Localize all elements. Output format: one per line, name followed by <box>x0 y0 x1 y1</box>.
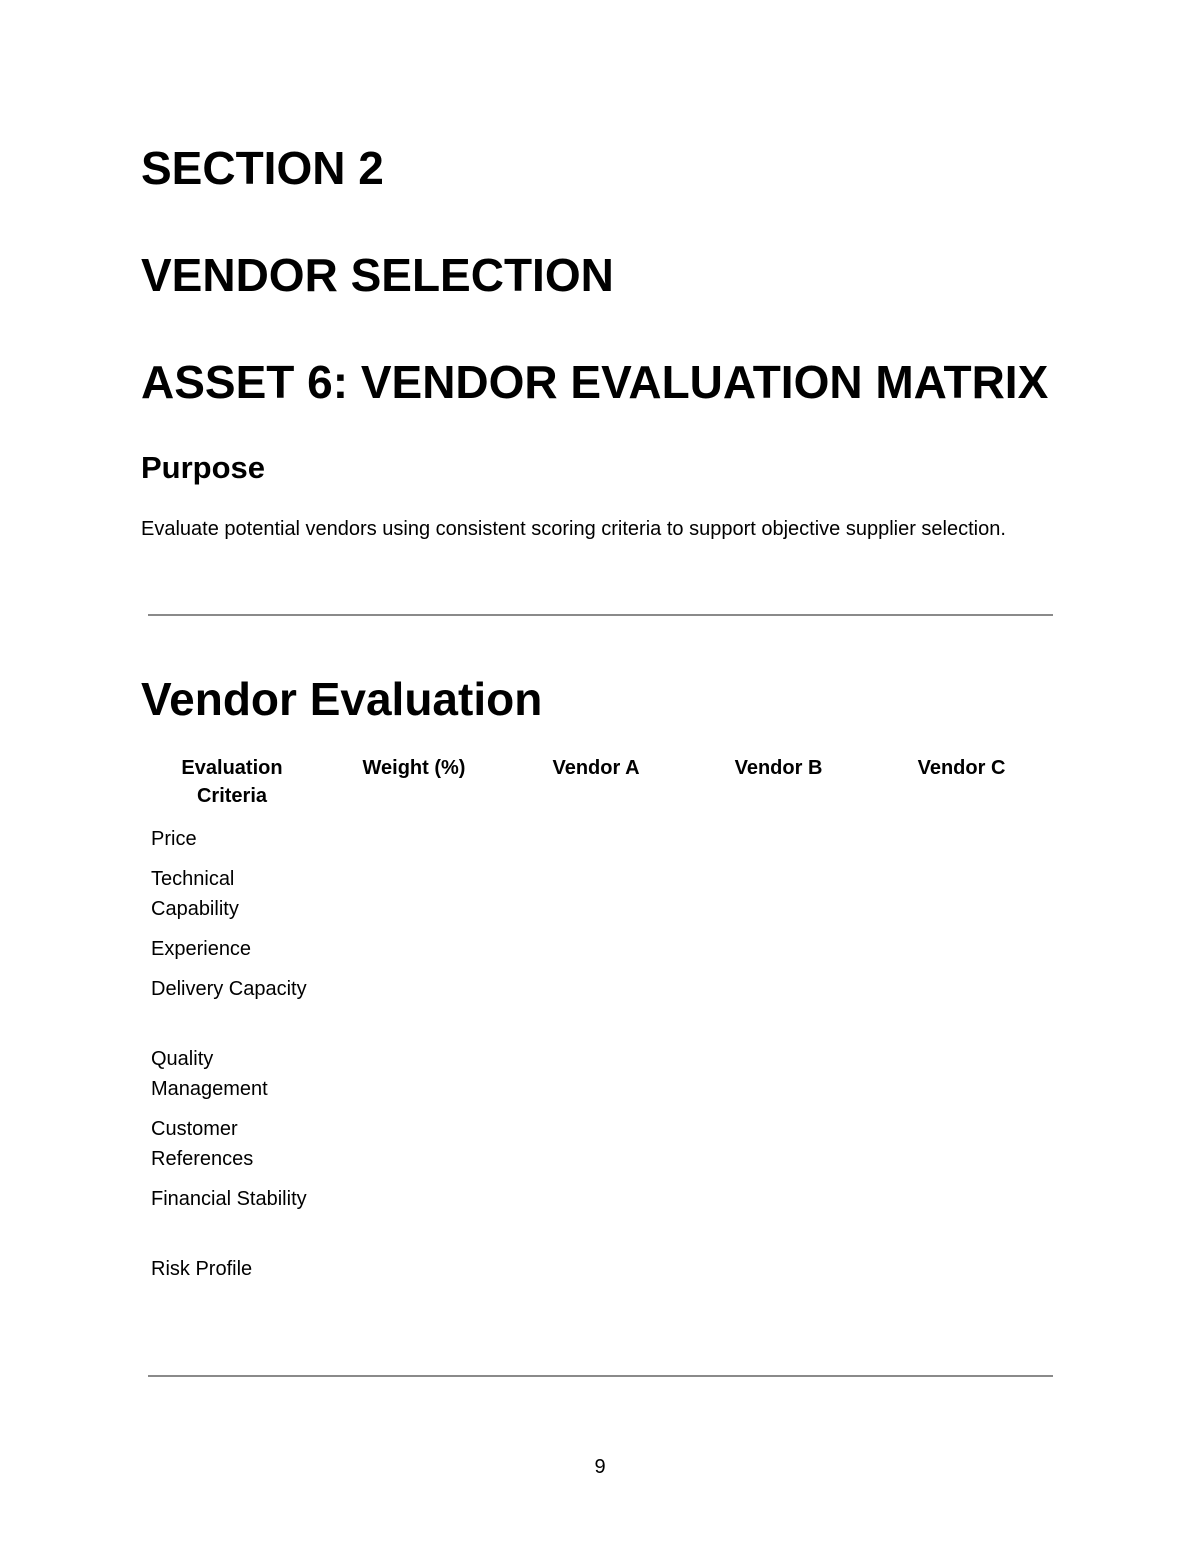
table-row <box>141 970 1053 1040</box>
vendor-c-cell <box>870 1250 1053 1290</box>
vendor-b-cell <box>687 820 870 860</box>
table-row <box>141 820 1053 860</box>
vendor-a-cell <box>505 1250 687 1290</box>
purpose-heading: Purpose <box>141 450 266 485</box>
section-heading: SECTION 2 <box>141 142 384 194</box>
vendor-a-cell <box>505 820 687 860</box>
weight-cell <box>323 930 505 970</box>
vendor-b-cell <box>687 970 870 1040</box>
vendor-c-cell <box>870 1110 1053 1180</box>
divider-top <box>148 614 1053 616</box>
vendor-c-cell <box>870 860 1053 930</box>
vendor-evaluation-table <box>141 752 1053 1290</box>
vendor-b-cell <box>687 930 870 970</box>
vendor-c-cell <box>870 820 1053 860</box>
vendor-a-cell <box>505 930 687 970</box>
asset-heading: ASSET 6: VENDOR EVALUATION MATRIX <box>141 356 1049 408</box>
header-weight: Weight (%) <box>362 757 466 779</box>
vendor-a-cell <box>505 1040 687 1110</box>
table-row <box>141 1180 1053 1250</box>
vendor-a-cell <box>505 1180 687 1250</box>
header-vendor-b: Vendor B <box>734 757 823 779</box>
weight-cell <box>323 860 505 930</box>
criteria-cell: Customer References <box>151 1118 254 1170</box>
table-row <box>141 1110 1053 1180</box>
vendor-b-cell <box>687 1110 870 1180</box>
weight-cell <box>323 820 505 860</box>
table-row <box>141 930 1053 970</box>
table-row <box>141 860 1053 930</box>
criteria-cell: Delivery Capacity <box>151 978 307 1000</box>
weight-cell <box>323 970 505 1040</box>
criteria-cell: Risk Profile <box>151 1258 253 1280</box>
weight-cell <box>323 1110 505 1180</box>
criteria-cell: Technical Capability <box>151 868 239 920</box>
vendor-a-cell <box>505 970 687 1040</box>
header-vendor-c: Vendor C <box>917 757 1006 779</box>
header-evaluation-criteria: Evaluation Criteria <box>181 757 283 807</box>
vendor-b-cell <box>687 1040 870 1110</box>
vendor-a-cell <box>505 860 687 930</box>
criteria-cell: Experience <box>151 938 252 960</box>
vendor-b-cell <box>687 860 870 930</box>
vendor-b-cell <box>687 1250 870 1290</box>
page-number: 9 <box>594 1456 606 1478</box>
table-row <box>141 1040 1053 1110</box>
weight-cell <box>323 1250 505 1290</box>
vendor-c-cell <box>870 1040 1053 1110</box>
header-vendor-a: Vendor A <box>552 757 640 779</box>
vendor-c-cell <box>870 970 1053 1040</box>
table-row <box>141 1250 1053 1290</box>
divider-bottom <box>148 1375 1053 1377</box>
vendor-a-cell <box>505 1110 687 1180</box>
criteria-cell: Financial Stability <box>151 1188 307 1210</box>
criteria-cell: Quality Management <box>151 1048 268 1100</box>
table-header-row <box>141 752 1053 820</box>
vendor-evaluation-heading: Vendor Evaluation <box>141 673 543 725</box>
criteria-cell: Price <box>151 828 197 850</box>
vendor-c-cell <box>870 1180 1053 1250</box>
weight-cell <box>323 1180 505 1250</box>
weight-cell <box>323 1040 505 1110</box>
vendor-b-cell <box>687 1180 870 1250</box>
purpose-text: Evaluate potential vendors using consistent scoring criteria to support objective supplier selection. <box>141 518 1006 540</box>
vendor-selection-heading: VENDOR SELECTION <box>141 249 614 301</box>
vendor-c-cell <box>870 930 1053 970</box>
